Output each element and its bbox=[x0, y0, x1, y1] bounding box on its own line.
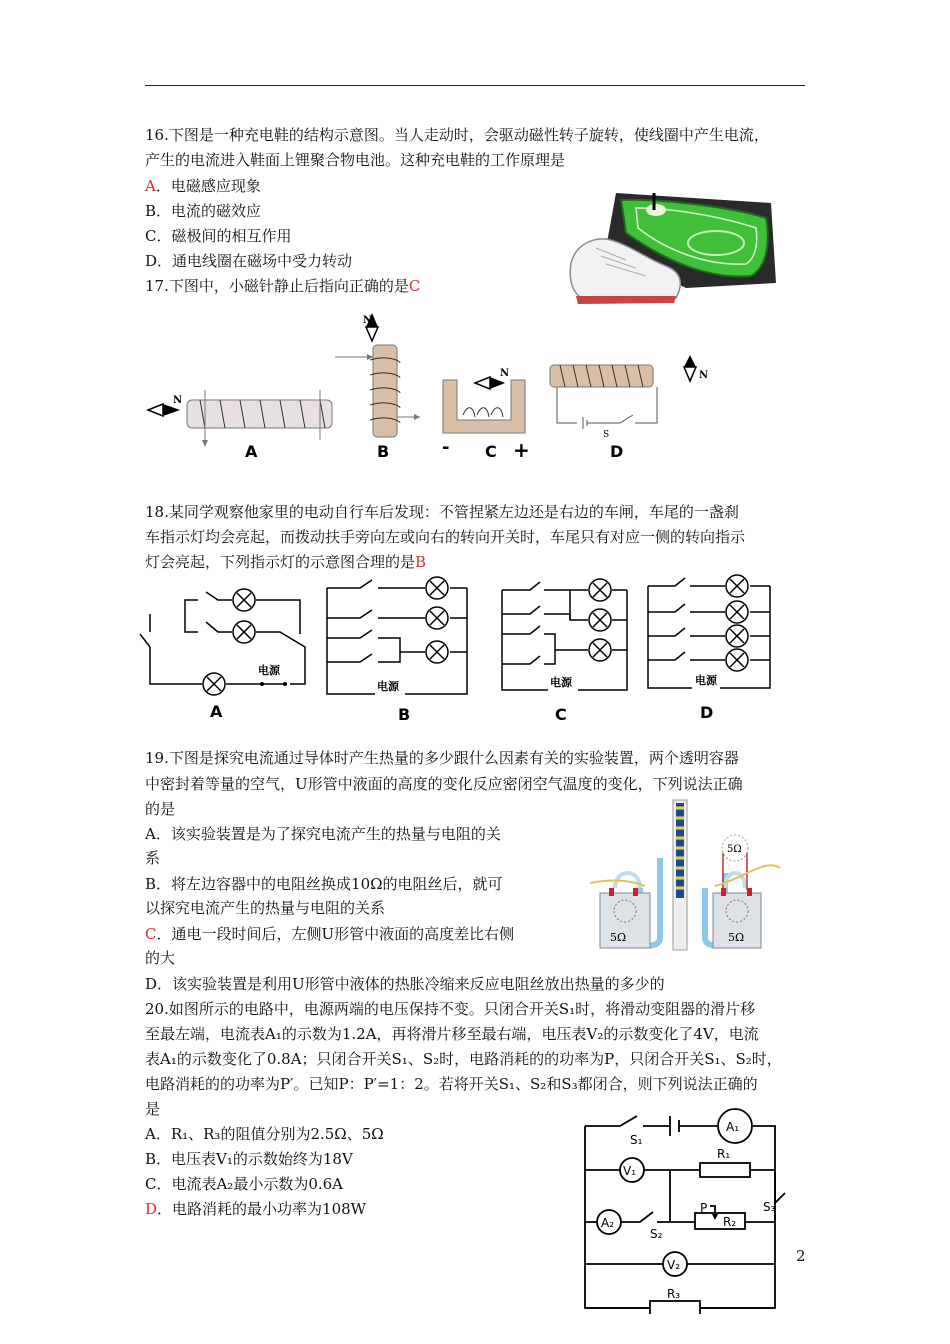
q20-label-r1: R₁ bbox=[717, 1147, 731, 1161]
q20-label-s2: S₂ bbox=[650, 1227, 663, 1241]
q20-label-v2: V₂ bbox=[667, 1258, 681, 1272]
q18-diagram-c bbox=[502, 579, 627, 724]
q17-label-b: B bbox=[377, 442, 390, 461]
q17-answer: C bbox=[408, 277, 421, 295]
q16-option-a-letter: A bbox=[145, 177, 156, 195]
q17-c-minus: - bbox=[442, 437, 450, 458]
q20-label-a1: A₁ bbox=[726, 1120, 740, 1134]
q19-line1: 19.下图是探究电流通过导体时产生热量的多少跟什么因素有关的实验装置，两个透明容器 bbox=[145, 749, 739, 767]
q19-r-left: 5Ω bbox=[610, 931, 627, 944]
q17-label-c: C bbox=[485, 442, 497, 461]
q18-line1: 18.某同学观察他家里的电动自行车后发现：不管捏紧左边还是右边的车闸，车尾的一盏刹 bbox=[145, 503, 739, 521]
q17-c-north: N bbox=[500, 368, 510, 379]
q20-label-s1: S₁ bbox=[630, 1133, 643, 1147]
q20-option-c: C．电流表A₂最小示数为0.6A bbox=[145, 1175, 344, 1193]
q20-line4: 电路消耗的的功率为P′。已知P：P′=1：2。若将开关S₁、S₂和S₃都闭合，则下列说法正确的 bbox=[145, 1075, 758, 1093]
q18-answer: B bbox=[415, 553, 427, 571]
q16-option-c: C．磁极间的相互作用 bbox=[145, 227, 292, 245]
q19-option-c-letter: C bbox=[145, 925, 157, 943]
q20-option-d-letter: D bbox=[145, 1200, 158, 1218]
q19-line2: 中密封着等量的空气，U形管中液面的高度的变化反应密闭空气温度的变化，下列说法正确 bbox=[145, 775, 743, 793]
q20-line3: 表A₁的示数变化了0.8A；只闭合开关S₁、S₂时，电路消耗的的功率为P，只闭合开关S₁、S₂时， bbox=[145, 1050, 782, 1068]
q19-option-d: D．该实验装置是利用U形管中液体的热胀冷缩来反应电阻丝放出热量的多少的 bbox=[145, 975, 665, 993]
q19-option-b-2: 以探究电流产生的热量与电阻的关系 bbox=[145, 899, 386, 917]
q19-r-right: 5Ω bbox=[728, 931, 745, 944]
q20-line1: 20.如图所示的电路中，电源两端的电压保持不变。只闭合开关S₁时，将滑动变阻器的滑片移 bbox=[145, 1000, 756, 1018]
q17-b-north: N bbox=[363, 315, 373, 326]
q20-option-d bbox=[145, 1197, 366, 1222]
q16-option-d: D．通电线圈在磁场中受力转动 bbox=[145, 252, 353, 270]
q20-option-d-text: ．电路消耗的最小功率为108W bbox=[157, 1200, 367, 1218]
header-rule bbox=[145, 85, 805, 86]
q19-option-c-2: 的大 bbox=[145, 949, 176, 967]
q20-circuit-figure bbox=[575, 1108, 795, 1314]
q20-line5: 是 bbox=[145, 1100, 161, 1118]
q20-label-r2: R₂ bbox=[723, 1215, 737, 1229]
q17-label-a: A bbox=[245, 442, 258, 461]
q20-line2: 至最左端，电流表A₁的示数为1.2A，再将滑片移至最右端，电压表V₂的示数变化了4V，电流 bbox=[145, 1025, 759, 1043]
q18-line3: 灯会亮起，下列指示灯的示意图合理的是 bbox=[145, 553, 416, 571]
q18-diagram-d bbox=[648, 575, 770, 722]
q17-question bbox=[145, 274, 420, 299]
q18-d-power: 电源 bbox=[695, 674, 717, 687]
q17-label-d: D bbox=[610, 442, 624, 461]
q20-label-a2: A₂ bbox=[601, 1216, 615, 1230]
q20-label-s3: S₃ bbox=[763, 1200, 776, 1214]
q18-a-power: 电源 bbox=[258, 664, 280, 677]
q19-line3: 的是 bbox=[145, 800, 176, 818]
q16-option-a-text: ．电磁感应现象 bbox=[155, 177, 261, 195]
q20-option-b: B．电压表V₁的示数始终为18V bbox=[145, 1150, 353, 1168]
q19-option-b-1: B．将左边容器中的电阻丝换成10Ω的电阻丝后，就可 bbox=[145, 875, 503, 893]
q19-option-c-text: ．通电一段时间后，左侧U形管中液面的高度差比右侧 bbox=[156, 925, 515, 943]
q17-c-plus: + bbox=[513, 438, 530, 462]
q17-diagram-a bbox=[148, 390, 332, 461]
q20-option-a: A．R₁、R₃的阻值分别为2.5Ω、5Ω bbox=[145, 1125, 384, 1143]
q18-line2: 车指示灯均会亮起，而拨动扶手旁向左或向右的转向开关时，车尾只有对应一侧的转向指示 bbox=[145, 528, 746, 546]
q17-diagram-d bbox=[550, 355, 708, 461]
q17-diagram-b bbox=[335, 313, 420, 461]
q17-d-switch: S bbox=[603, 430, 610, 440]
q18-label-d: D bbox=[700, 703, 714, 722]
charging-shoe-illustration bbox=[566, 188, 776, 313]
q18-figure bbox=[130, 572, 780, 724]
q19-r-top: 5Ω bbox=[727, 844, 742, 855]
q16-line2: 产生的电流进入鞋面上锂聚合物电池。这种充电鞋的工作原理是 bbox=[145, 151, 566, 169]
q18-label-b: B bbox=[398, 705, 411, 724]
q16-option-b: B．电流的磁效应 bbox=[145, 202, 262, 220]
q17-text: 17.下图中，小磁针静止后指向正确的是 bbox=[145, 277, 409, 295]
q20-label-r3: R₃ bbox=[667, 1287, 681, 1301]
q18-diagram-a bbox=[140, 589, 305, 721]
page-number: 2 bbox=[796, 1247, 806, 1265]
q17-d-north: N bbox=[699, 370, 709, 381]
q19-option-c-1 bbox=[145, 922, 514, 947]
q18-b-power: 电源 bbox=[377, 680, 399, 693]
q19-apparatus-figure bbox=[585, 798, 785, 953]
q17-a-north: N bbox=[173, 395, 183, 406]
q20-label-v1: V₁ bbox=[623, 1164, 637, 1178]
q18-label-c: C bbox=[555, 705, 567, 724]
q18-diagram-b bbox=[327, 577, 467, 724]
q18-label-a: A bbox=[210, 702, 223, 721]
q16-line1: 16.下图是一种充电鞋的结构示意图。当人走动时，会驱动磁性转子旋转，使线圈中产生电流， bbox=[145, 126, 769, 144]
q19-option-a-1: A．该实验装置是为了探究电流产生的热量与电阻的关 bbox=[145, 825, 501, 843]
q17-diagram-c bbox=[442, 368, 530, 462]
q20-label-p: P bbox=[700, 1201, 708, 1215]
q18-c-power: 电源 bbox=[550, 676, 572, 689]
q17-figure bbox=[145, 305, 725, 470]
q16-option-a bbox=[145, 174, 261, 199]
q19-option-a-2: 系 bbox=[145, 849, 161, 867]
